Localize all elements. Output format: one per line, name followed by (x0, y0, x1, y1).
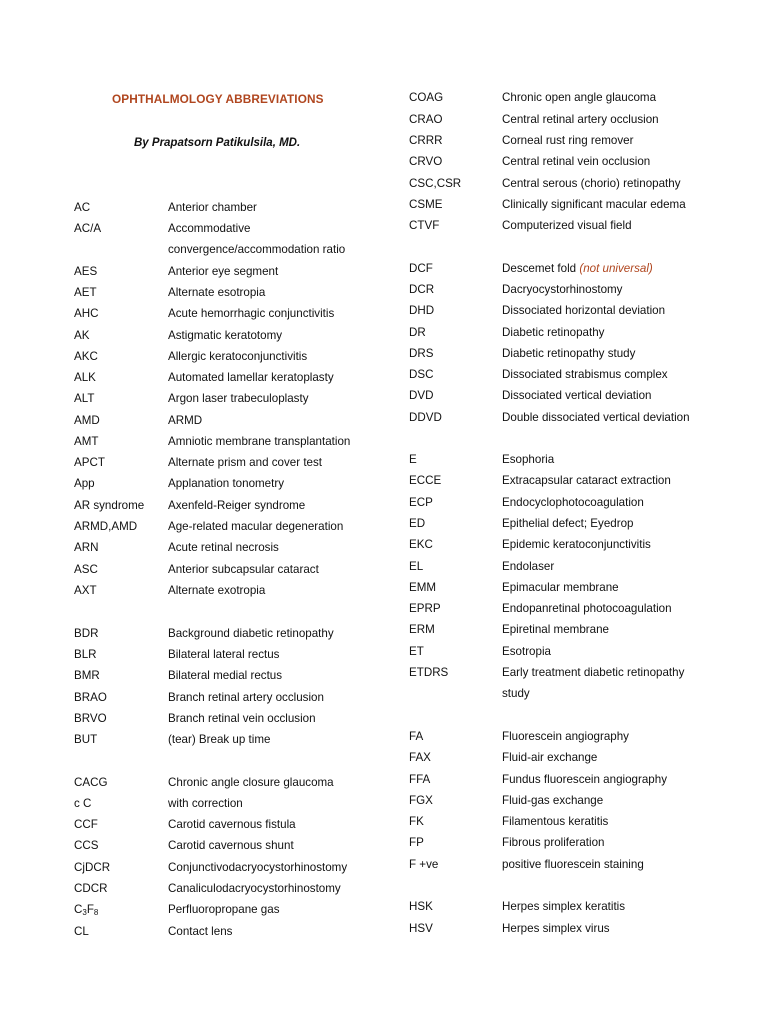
abbreviation: ALK (74, 371, 96, 384)
abbreviation: DCF (409, 262, 433, 275)
definition: study (502, 687, 530, 700)
abbreviation: BDR (74, 627, 99, 640)
definition: Dissociated horizontal deviation (502, 304, 666, 317)
definition: Fibrous proliferation (502, 836, 605, 849)
abbreviation: EPRP (409, 602, 441, 615)
abbreviation: AET (74, 286, 97, 299)
definition: Esotropia (502, 645, 551, 658)
definition: (tear) Break up time (168, 733, 271, 746)
definition: Bilateral lateral rectus (168, 648, 280, 661)
definition: Clinically significant macular edema (502, 198, 686, 211)
definition: Carotid cavernous fistula (168, 818, 296, 831)
definition: Herpes simplex keratitis (502, 900, 626, 913)
abbreviation: ED (409, 517, 426, 530)
definition: Central retinal vein occlusion (502, 155, 651, 168)
abbreviation: AC/A (74, 222, 102, 235)
definition: Epiretinal membrane (502, 623, 609, 636)
document-title: OPHTHALMOLOGY ABBREVIATIONS (112, 92, 324, 106)
definition: Anterior subcapsular cataract (168, 563, 319, 576)
abbreviation: FAX (409, 751, 431, 764)
definition: Corneal rust ring remover (502, 134, 634, 147)
definition: Diabetic retinopathy (502, 326, 605, 339)
author-byline: By Prapatsorn Patikulsila, MD. (134, 137, 301, 149)
definition: Carotid cavernous shunt (168, 839, 294, 852)
definition: Extracapsular cataract extraction (502, 474, 671, 487)
abbreviation: EMM (409, 581, 437, 594)
definition: Background diabetic retinopathy (168, 627, 334, 640)
abbreviation: EL (409, 560, 424, 573)
abbreviation: DR (409, 326, 426, 339)
abbreviation: AXT (74, 584, 97, 597)
abbreviation: FA (409, 730, 424, 743)
abbreviation: DSC (409, 368, 434, 381)
definition: Amniotic membrane transplantation (168, 435, 351, 448)
abbreviation: DRS (409, 347, 434, 360)
definition: convergence/accommodation ratio (168, 243, 346, 256)
abbreviation: CSME (409, 198, 443, 211)
definition: Early treatment diabetic retinopathy (502, 666, 685, 679)
abbreviation-chemical-formula: $C_3F_8$ (74, 903, 99, 917)
abbreviation: DHD (409, 304, 435, 317)
definition: Herpes simplex virus (502, 922, 610, 935)
definition: Canaliculodacryocystorhinostomy (168, 882, 341, 895)
abbreviation: BMR (74, 669, 100, 682)
abbreviation: HSK (409, 900, 433, 913)
definition: Alternate esotropia (168, 286, 266, 299)
definition: Bilateral medial rectus (168, 669, 283, 682)
definition: Chronic open angle glaucoma (502, 91, 657, 104)
abbreviation: CCF (74, 818, 98, 831)
abbreviation: CSC,CSR (409, 177, 462, 190)
abbreviation: AES (74, 265, 98, 278)
abbreviation: AMT (74, 435, 99, 448)
definition: Diabetic retinopathy study (502, 347, 636, 360)
abbreviation: ARMD,AMD (74, 520, 138, 533)
abbreviation: FGX (409, 794, 433, 807)
abbreviation: CACG (74, 776, 108, 789)
abbreviation: App (74, 477, 95, 490)
definition: Dissociated strabismus complex (502, 368, 668, 381)
definition: Epimacular membrane (502, 581, 619, 594)
abbreviation: FFA (409, 773, 431, 786)
abbreviation: BUT (74, 733, 98, 746)
abbreviation: ET (409, 645, 424, 658)
abbreviation: CTVF (409, 219, 440, 232)
definition: Branch retinal artery occlusion (168, 691, 324, 704)
definition: Epithelial defect; Eyedrop (502, 517, 634, 530)
definition: Applanation tonometry (168, 477, 285, 490)
abbreviation: AKC (74, 350, 98, 363)
abbreviation: APCT (74, 456, 105, 469)
definition: Branch retinal vein occlusion (168, 712, 316, 725)
abbreviation: DDVD (409, 411, 442, 424)
definition: Dissociated vertical deviation (502, 389, 652, 402)
definition: ARMD (168, 414, 203, 427)
definition: Perfluoropropane gas (168, 903, 280, 916)
abbreviation: BRAO (74, 691, 107, 704)
definition: Axenfeld-Reiger syndrome (168, 499, 306, 512)
definition: Allergic keratoconjunctivitis (168, 350, 308, 363)
abbreviation: E (409, 453, 417, 466)
abbreviation: BRVO (74, 712, 107, 725)
definition: Filamentous keratitis (502, 815, 609, 828)
definition: Computerized visual field (502, 219, 632, 232)
definition: positive fluorescein staining (502, 858, 644, 871)
abbreviation: CDCR (74, 882, 108, 895)
definition: Fluid-air exchange (502, 751, 598, 764)
abbreviation: ALT (74, 392, 95, 405)
abbreviation: DVD (409, 389, 434, 402)
abbreviation: AC (74, 201, 91, 214)
abbreviation: FP (409, 836, 424, 849)
abbreviation: CRVO (409, 155, 443, 168)
definition: Anterior eye segment (168, 265, 279, 278)
definition: Conjunctivodacryocystorhinostomy (168, 861, 348, 874)
abbreviation: AR syndrome (74, 499, 145, 512)
abbreviation: CRRR (409, 134, 443, 147)
definition: Central retinal artery occlusion (502, 113, 659, 126)
definition: Age-related macular degeneration (168, 520, 344, 533)
abbreviation: COAG (409, 91, 444, 104)
abbreviation: ARN (74, 541, 99, 554)
abbreviation: CRAO (409, 113, 443, 126)
definition: Argon laser trabeculoplasty (168, 392, 309, 405)
definition: with correction (168, 797, 243, 810)
abbreviation: ECCE (409, 474, 442, 487)
abbreviation: ETDRS (409, 666, 449, 679)
abbreviation: BLR (74, 648, 97, 661)
definition: Fluorescein angiography (502, 730, 629, 743)
definition: Endocyclophotocoagulation (502, 496, 644, 509)
abbreviation: HSV (409, 922, 433, 935)
definition: Endolaser (502, 560, 555, 573)
definition: Fluid-gas exchange (502, 794, 604, 807)
abbreviation: ERM (409, 623, 435, 636)
abbreviation: AHC (74, 307, 99, 320)
abbreviation: c C (74, 797, 92, 810)
definition: Accommodative (168, 222, 251, 235)
definition: Dacryocystorhinostomy (502, 283, 623, 296)
definition: Automated lamellar keratoplasty (168, 371, 334, 384)
abbreviation: DCR (409, 283, 435, 296)
abbreviation: CCS (74, 839, 99, 852)
abbreviation: FK (409, 815, 424, 828)
definition: Acute hemorrhagic conjunctivitis (168, 307, 335, 320)
definition: Contact lens (168, 925, 233, 938)
abbreviation: AMD (74, 414, 100, 427)
definition: Double dissociated vertical deviation (502, 411, 690, 424)
abbreviation: EKC (409, 538, 433, 551)
definition: Alternate exotropia (168, 584, 266, 597)
definition: Central serous (chorio) retinopathy (502, 177, 681, 190)
definition: Descemet fold (not universal) (502, 262, 653, 275)
definition: Endopanretinal photocoagulation (502, 602, 672, 615)
abbreviation: ASC (74, 563, 98, 576)
definition: Fundus fluorescein angiography (502, 773, 667, 786)
definition: Epidemic keratoconjunctivitis (502, 538, 651, 551)
definition: Astigmatic keratotomy (168, 329, 283, 342)
definition: Acute retinal necrosis (168, 541, 279, 554)
abbreviation: ECP (409, 496, 433, 509)
abbreviation: AK (74, 329, 90, 342)
definition: Chronic angle closure glaucoma (168, 776, 334, 789)
definition: Esophoria (502, 453, 555, 466)
annotation-note: (not universal) (579, 262, 653, 275)
abbreviation: F +ve (409, 858, 439, 871)
abbreviation: CjDCR (74, 861, 111, 874)
abbreviation: CL (74, 925, 89, 938)
definition: Alternate prism and cover test (168, 456, 323, 469)
definition: Anterior chamber (168, 201, 257, 214)
